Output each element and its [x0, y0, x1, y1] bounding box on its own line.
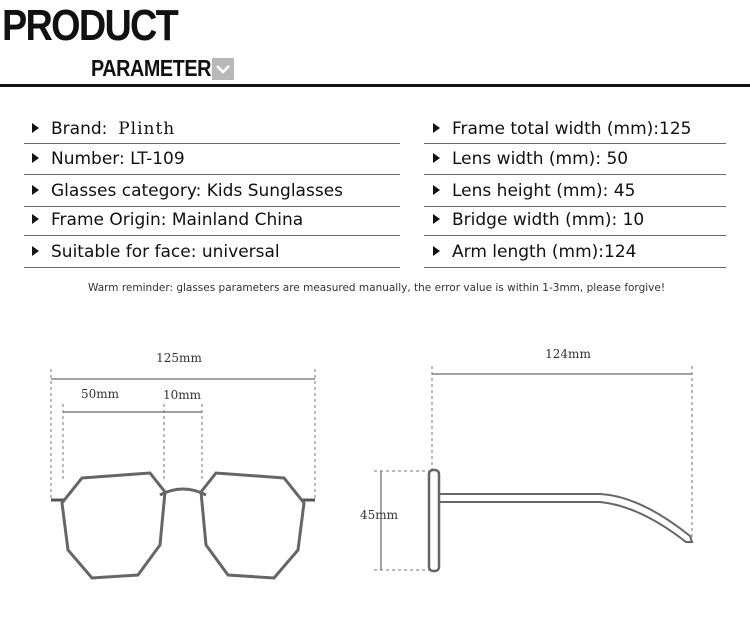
- spec-label: Arm length (mm):: [452, 242, 604, 262]
- side-lens-frame: [429, 470, 439, 571]
- spec-value: LT-109: [130, 149, 185, 169]
- spec-label: Brand:: [51, 119, 108, 139]
- spec-label: Number:: [51, 149, 125, 169]
- spec-value: universal: [201, 242, 280, 262]
- spec-label: Frame total width (mm):: [452, 119, 660, 139]
- spec-value: 45: [613, 181, 636, 201]
- total-width-label: 125mm: [156, 351, 202, 365]
- bridge: [160, 489, 206, 495]
- page-title: PRODUCT: [2, 1, 178, 50]
- left-lens-frame: [62, 473, 165, 578]
- lens-height-label: 45mm: [359, 508, 399, 522]
- right-lens-frame: [201, 473, 304, 578]
- lens-width-label: 50mm: [80, 387, 120, 401]
- spec-label: Bridge width (mm):: [452, 210, 618, 230]
- spec-value: Plinth: [118, 119, 176, 139]
- side-view: [360, 347, 692, 571]
- temple-arm: [439, 494, 692, 542]
- spec-value: Mainland China: [171, 210, 304, 230]
- spec-value: 50: [606, 149, 629, 169]
- spec-label: Frame Origin:: [51, 210, 167, 230]
- spec-label: Lens width (mm):: [452, 149, 602, 169]
- spec-label: Glasses category:: [51, 181, 202, 201]
- bridge-width-label: 10mm: [162, 388, 202, 402]
- page-subtitle: PARAMETER: [91, 55, 211, 81]
- warm-reminder: Warm reminder: glasses parameters are measured manually, the error value is within 1-3mm, please forgive!: [88, 282, 666, 294]
- spec-label: Lens height (mm):: [452, 181, 609, 201]
- arm-length-label: 124mm: [545, 347, 591, 361]
- spec-value: 125: [659, 119, 692, 139]
- spec-value: 10: [622, 210, 645, 230]
- spec-value: Kids Sunglasses: [206, 181, 344, 201]
- spec-label: Suitable for face:: [51, 242, 197, 262]
- spec-value: 124: [604, 242, 637, 262]
- front-view: [51, 351, 315, 578]
